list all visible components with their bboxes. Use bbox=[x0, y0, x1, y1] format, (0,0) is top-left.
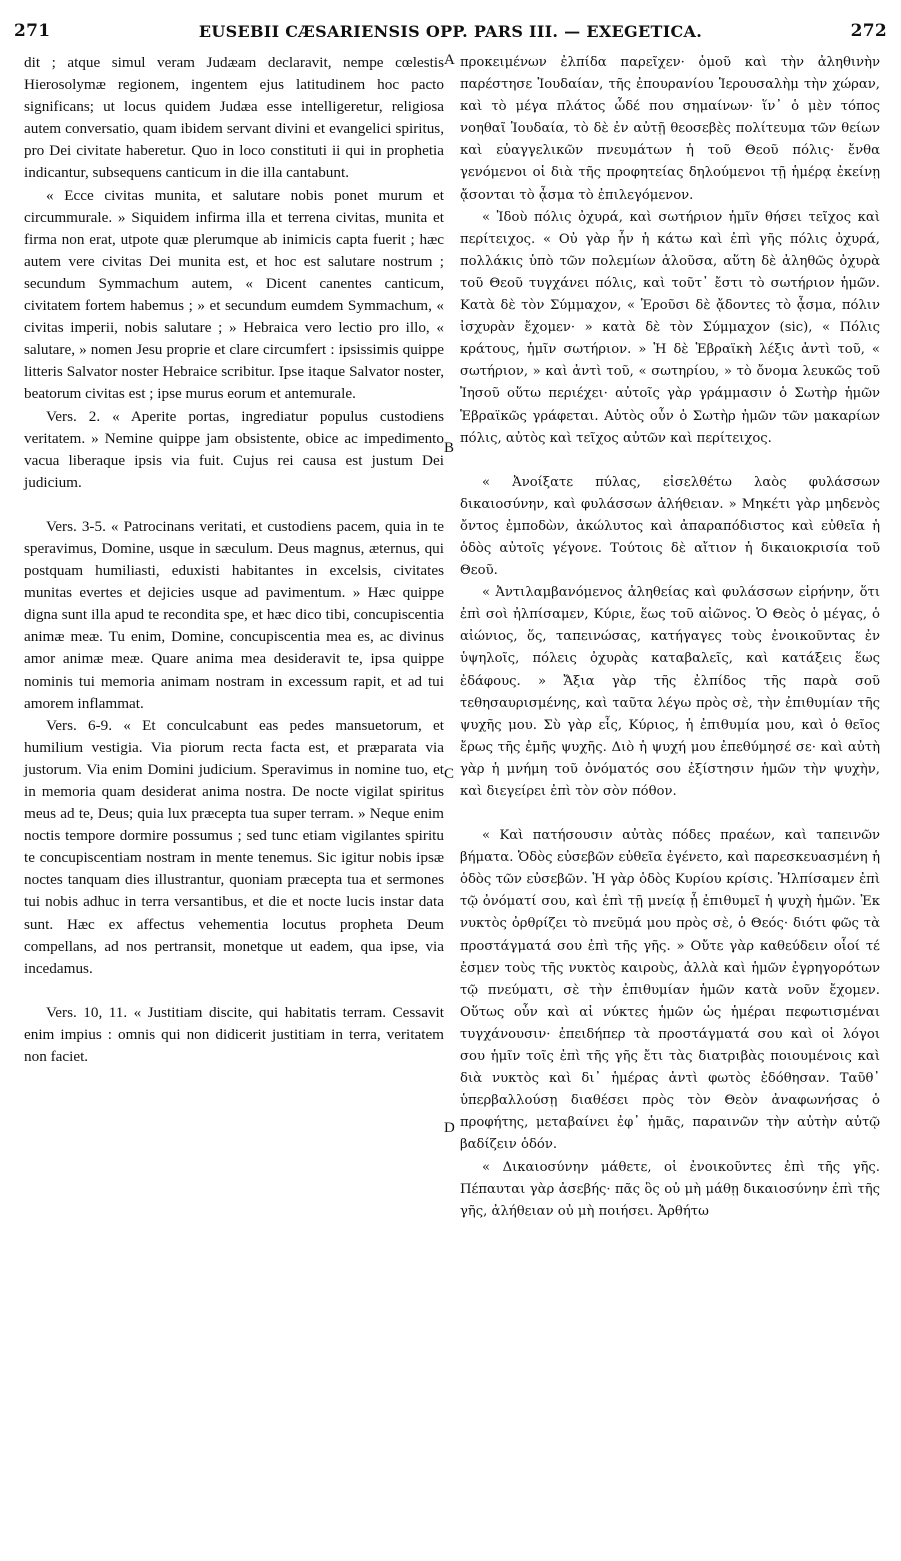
latin-paragraph-3: Vers. 2. « Aperite portas, ingrediatur populus custodiens veritatem. » Nemine quippe jam obsistente, obice ac impedimento vacua liberaque ipsis via fuit. Cujus rei causa est justum Dei judicium. bbox=[24, 407, 444, 491]
latin-paragraph-4: Vers. 3-5. « Patrocinans veritati, et custodiens pacem, quia in te speravimus, Domine, usque in sæculum. Deus magnus, æternus, qui postquam humiliasti, eduxisti habitantes in excelsis, civitates munitas evertes et dejicies usque ad pavimentum. » Hæc quippe digna sunt illa apud te recondita spe, et hæc dico tibi, concupiscentia animæ meæ. Tu enim, Domine, concupiscentia mea es, ac divinus amor animæ meæ. Quare anima mea desideravit te, ipsa quippe nominis tui memoria animam nostram in excessum rapit, et ad tui amorem inflammat. bbox=[24, 517, 444, 712]
margin-marker-d: D bbox=[444, 1120, 455, 1136]
page-number-right: 272 bbox=[850, 21, 887, 41]
margin-marker-c: C bbox=[444, 766, 455, 782]
page-number-left: 271 bbox=[14, 21, 51, 41]
latin-column bbox=[24, 52, 444, 1068]
latin-paragraph-6: Vers. 10, 11. « Justitiam discite, qui habitatis terram. Cessavit enim impius : omnis qui non didicerit justitiam in terra, veritatem non faciet. bbox=[24, 1003, 444, 1066]
greek-paragraph-5: « Καὶ πατήσουσιν αὐτὰς πόδες πραέων, καὶ ταπεινῶν βήματα. Ὁδὸς εὐσεβῶν εὐθεῖα ἐγένετο, καὶ παρεσκευασμένη ἡ ὁδὸς τῶν εὐσεβῶν. Ἡ γὰρ ὁδὸς Κυρίου κρίσις. Ἠλπίσαμεν ἐπὶ τῷ ὀνόματί σου, καὶ ἐπὶ τῇ μνείᾳ ᾗ ἐπιθυμεῖ ἡ ψυχὴ ἡμῶν. Ἐκ νυκτὸς ὀρθρίζει τὸ πνεῦμά μου πρὸς σὲ, ὁ Θεός· διότι φῶς τὰ προστάγματά σου ἐπὶ τῆς γῆς. » Οὔτε γὰρ καθεύδειν οἷοί τέ ἐσμεν τοὺς τῆς νυκτὸς καιροὺς, ἀλλὰ καὶ ἡμῶν ἐγρηγορότων τῷ πνεύματι, σὲ τὴν ἐπιθυμίαν ἡμῶν κατὰ νοῦν ἔχομεν. Οὕτως οὖν καὶ αἱ νύκτες ἡμῶν ὡς ἡμέραι πεφωτισμέναι τυγχάνουσιν· ἐπειδήπερ τὰ προστάγματά σου καὶ οἱ λόγοι σου ἡμῖν τοῖς ἐπὶ τῆς γῆς ἔτι τὰς διατριβὰς ποιουμένοις καὶ διὰ νυκτὸς καὶ δι᾽ ἡμέρας ἀντὶ φωτὸς ἐδόθησαν. Ταῦθ᾽ ὑπερβαλλούσῃ διαθέσει πρὸς τὸν Θεὸν ἀναφωνήσας ὁ προφήτης, μεταβαίνει ἐφ᾽ ἡμᾶς, παραινῶν τὴν αὐτὴν αὐτῷ βαδίζειν ὁδόν. bbox=[460, 828, 880, 1153]
greek-paragraph-4: « Ἀντιλαμβανόμενος ἀληθείας καὶ φυλάσσων εἰρήνην, ὅτι ἐπὶ σοὶ ἠλπίσαμεν, Κύριε, ἕως τοῦ αἰῶνος. Ὁ Θεὸς ὁ μέγας, ὁ αἰώνιος, ὅς, ταπεινώσας, κατήγαγες τοὺς ἐνοικοῦντας ἐν ὑψηλοῖς, πόλεις ὀχυρὰς καταβαλεῖς, καὶ κατάξεις ἕως ἐδάφους. » Ἄξια γὰρ τῆς ἐλπίδος τῆς παρὰ σοῦ τεθησαυρισμένης, καὶ ταῦτα λέγω πρὸς σὲ, τὴν ἐπιθυμίαν τῆς ψυχῆς μου. Σὺ γὰρ εἶς, Κύριος, ἡ ἐπιθυμία μου, καὶ ὁ θεῖος ἔρως τῆς ἐμῆς ψυχῆς. Διὸ ἡ ψυχή μου ἐπεθύμησέ σε· καὶ αὐτὴ γὰρ ἡ μνήμη τοῦ ὀνόματός σου ἐξίστησιν ἡμῶν τὴν ψυχὴν, καὶ διεγείρει ἐπὶ τὸν σὸν πόθον. bbox=[460, 585, 880, 799]
latin-paragraph-5: Vers. 6-9. « Et conculcabunt eas pedes mansuetorum, et humilium vestigia. Via piorum recta facta est, et præparata via justorum. Via enim Domini judicium. Speravimus in nomine tuo, et in memoria quam desiderat anima nostra. De nocte vigilat spiritus meus ad te, Deus; quia lux præcepta tua super terram. » Neque enim noctis tempore dormire possumus ; sed tunc etiam vigilantes spiritu te concupiscentiam nostram in mente tenemus. Sic igitur nobis ipsæ noctes tanquam dies illustrantur, quoniam præcepta tua et sermones tui nobis adhuc in terra versantibus, et die et nocte lucis instar data sunt. Hæc ex affectus vehementia locutus propheta Deum compellans, ad nos pertransit, monetque ut eadem, qua ipse, via incedamus. bbox=[24, 716, 444, 977]
greek-paragraph-1: προκειμένων ἐλπίδα παρεῖχεν· ὁμοῦ καὶ τὴν ἀληθινὴν παρέστησε Ἰουδαίαν, τῆς ἐπουρανίου Ἱερουσαλὴμ τὴν χώραν, καὶ τὸ μέγα πλάτος ὧδέ που σημαίνων· ἵν᾽ ὁ μὲν τόπος νοηθαῖ Ἰουδαία, τὸ δὲ ἐν αὐτῇ θεοσεβὲς πολίτευμα τῶν θείων καὶ εὐαγγελικῶν πνευμάτων ἡ τοῦ Θεοῦ πόλις· ἔνθα γενόμενοι οἱ διὰ τῆς προφητείας δηλούμενοι τῇ ἡμέρᾳ ἐκείνῃ ᾄσονται τὸ ᾆσμα τὸ ἐπιλεγόμενον. bbox=[460, 55, 880, 203]
greek-paragraph-3: « Ἀνοίξατε πύλας, εἰσελθέτω λαὸς φυλάσσων δικαιοσύνην, καὶ φυλάσσων ἀλήθειαν. » Μηκέτι γὰρ μηδενὸς ὄντος ἐμποδὼν, ἀκώλυτος καὶ ἀπαραπόδιστος καὶ εὐθεῖα ἡ ὁδὸς αὐτοῖς γέγονε. Τούτοις δὲ αἴτιον ἡ δικαιοκρισία τοῦ Θεοῦ. bbox=[460, 474, 880, 579]
margin-marker-a: A bbox=[444, 52, 455, 68]
greek-paragraph-2: « Ἰδοὺ πόλις ὀχυρά, καὶ σωτήριον ἡμῖν θήσει τεῖχος καὶ περίτειχος. « Οὐ γὰρ ἦν ἡ κάτω καὶ ἐπὶ γῆς πόλις ὀχυρά, πολλάκις ὑπὸ τῶν πολεμίων ἁλοῦσα, αὕτη δὲ ἀληθῶς ὀχυρὰ τοῦ Θεοῦ τυγχάνει πόλις, καὶ τοῦτ᾽ ἔστι τὸ σωτήριον ἡμῶν. Κατὰ δὲ τὸν Σύμμαχον, « Ἐροῦσι δὲ ᾄδοντες τὸ ᾆσμα, πόλιν ἰσχυρὰν ἔχομεν· » κατὰ δὲ τὸν Σύμμαχον (sic), « Πόλις κράτους, ἡμῖν σωτήριον. » Ἡ δὲ Ἑβραϊκὴ λέξις ἀντὶ τοῦ, « σωτήριον, » καὶ ἀντὶ τοῦ, « σωτηρίου, » τὸ ὄνομα λευκῶς τοῦ Ἰησοῦ οὕτω περιέχει· αὐτοῖς γὰρ γράμμασιν ὁ Σωτὴρ ἡμῶν Ἑβραϊκῶς γράφεται. Αὐτὸς οὖν ὁ Σωτὴρ ἡμῶν τῶν μακαρίων πόλις, αὐτὸς καὶ τεῖχος αὐτῶν καὶ περίτειχος. bbox=[460, 209, 880, 446]
greek-paragraph-6: « Δικαιοσύνην μάθετε, οἱ ἐνοικοῦντες ἐπὶ τῆς γῆς. Πέπαυται γὰρ ἀσεβής· πᾶς ὃς οὐ μὴ μάθῃ δικαιοσύνην ἐπὶ τῆς γῆς, ἀλήθειαν οὐ μὴ ποιήσει. Ἀρθήτω bbox=[460, 1159, 880, 1219]
greek-column bbox=[460, 52, 880, 1223]
margin-marker-b: B bbox=[444, 440, 455, 456]
page-header bbox=[14, 18, 887, 44]
latin-paragraph-2: « Ecce civitas munita, et salutare nobis ponet murum et circummurale. » Siquidem infirma illa et terrena civitas, munita et firma non erat, utpote quæ plerumque ab inimicis capta fuerit ; hæc autem vere civitas Dei munita est, et hoc est salutare nostrum ; secundum Symmachum autem, « Dicent canentes canticum, civitatem fortem habemus ; » et secundum eumdem Symmachum, « civitas imperii, nobis salutare ; » Hebraica vero lectio pro illo, « salutare, » nomen Jesu proprie et clare circumfert : ipsissimis quippe litteris Salvator noster Hebraice scribitur. Ipse itaque Salvator noster, beatorum civitas est ; ipse murus eorum et antemurale. bbox=[24, 186, 444, 403]
latin-paragraph-1: dit ; atque simul veram Judæam declaravit, nempe cœlestis Hierosolymæ regionem, ingentem ejus latitudinem hoc pacto significans; ut locus quidem Judæa esse intelligeretur, religiosa autem conversatio, quam ibidem servant divini et evangelici spiritus, pro Dei civitate haberetur. Quo in loco constituti ii qui in prophetia indicantur, subsequens canticum in die illa cantabunt. bbox=[24, 54, 444, 182]
running-title: EUSEBII CÆSARIENSIS OPP. PARS III. — EXEGETICA. bbox=[198, 21, 703, 41]
